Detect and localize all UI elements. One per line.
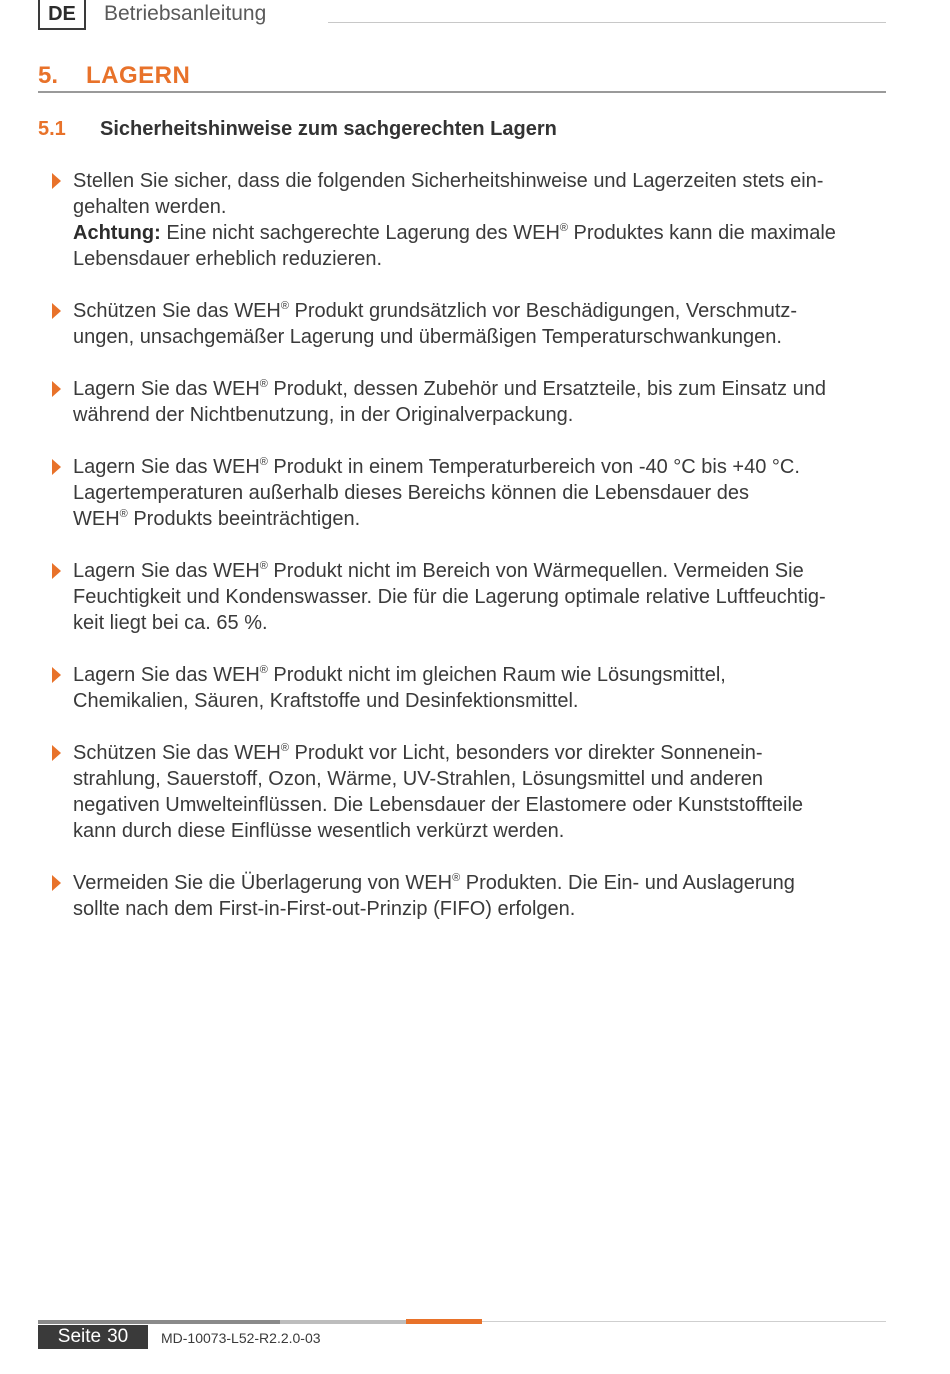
registered-mark: ®: [259, 378, 268, 390]
footer-bar-segment: [280, 1320, 406, 1324]
registered-mark: ®: [119, 508, 128, 520]
bullet-arrow-icon: [52, 173, 61, 189]
registered-mark: ®: [280, 300, 289, 312]
page-label: Seite: [57, 1326, 102, 1347]
subsection-title: Sicherheitshinweise zum sachgerechten Lagern: [100, 118, 557, 140]
list-item: Schützen Sie das WEH® Produkt vor Licht, besonders vor direkter Sonnenein- strahlung, Sauerstoff, Ozon, Wärme, UV-Strahlen, Lösungsmittel und anderen negativen Umwelteinflüssen. Die Lebensdauer der Elastomere oder Kunststoffteile kann durch diese Einflüsse wesentlich verkürzt werden.: [52, 740, 888, 844]
registered-mark: ®: [559, 222, 568, 234]
section-title: LAGERN: [86, 62, 191, 89]
bullet-arrow-icon: [52, 667, 61, 683]
list-item: Lagern Sie das WEH® Produkt nicht im gleichen Raum wie Lösungsmittel, Chemikalien, Säuren, Kraftstoffe und Desinfektionsmittel.: [52, 662, 888, 714]
list-item: Schützen Sie das WEH® Produkt grundsätzlich vor Beschädigungen, Verschmutz- ungen, unsachgemäßer Lagerung und übermäßigen Temperaturschwankungen.: [52, 298, 888, 350]
header-divider: [328, 22, 886, 23]
footer-bar-accent: [406, 1319, 482, 1324]
page-number: 30: [107, 1326, 129, 1347]
section-number: 5.: [38, 62, 59, 89]
bullet-arrow-icon: [52, 563, 61, 579]
registered-mark: ®: [280, 742, 289, 754]
list-item: Stellen Sie sicher, dass die folgenden Sicherheitshinweise und Lagerzeiten stets ein- gehalten werden. Achtung: Eine nicht sachgerechte Lagerung des WEH® Produktes kann die maximale Lebensdauer erheblich reduzieren.: [52, 168, 888, 272]
bullet-arrow-icon: [52, 303, 61, 319]
list-item: Lagern Sie das WEH® Produkt in einem Temperaturbereich von -40 °C bis +40 °C. Lagertemperaturen außerhalb dieses Bereichs können die Lebensdauer des WEH® Produkts beeinträchtigen.: [52, 454, 888, 532]
bullet-arrow-icon: [52, 459, 61, 475]
list-item: Lagern Sie das WEH® Produkt, dessen Zubehör und Ersatzteile, bis zum Einsatz und während der Nichtbenutzung, in der Originalverpackung.: [52, 376, 888, 428]
list-item: Lagern Sie das WEH® Produkt nicht im Bereich von Wärmequellen. Vermeiden Sie Feuchtigkeit und Kondenswasser. Die für die Lagerung optimale relative Luftfeuchtig- keit liegt bei ca. 65 %.: [52, 558, 888, 636]
warning-label: Achtung:: [73, 222, 161, 244]
page-number-box: [38, 1325, 148, 1349]
registered-mark: ®: [452, 872, 461, 884]
section-divider: [38, 91, 886, 93]
registered-mark: ®: [259, 560, 268, 572]
subsection-number: 5.1: [38, 118, 66, 140]
footer-bar-segment: [38, 1320, 280, 1324]
bullet-arrow-icon: [52, 875, 61, 891]
document-type: Betriebsanleitung: [104, 2, 267, 25]
document-code: MD-10073-L52-R2.2.0-03: [161, 1330, 321, 1346]
safety-list: [52, 168, 888, 948]
registered-mark: ®: [259, 456, 268, 468]
registered-mark: ®: [259, 664, 268, 676]
bullet-arrow-icon: [52, 381, 61, 397]
language-badge: DE: [38, 0, 86, 30]
list-item: Vermeiden Sie die Überlagerung von WEH® Produkten. Die Ein- und Auslagerung sollte nach dem First-in-First-out-Prinzip (FIFO) erfolgen.: [52, 870, 888, 922]
bullet-arrow-icon: [52, 745, 61, 761]
footer-divider: [482, 1321, 886, 1322]
